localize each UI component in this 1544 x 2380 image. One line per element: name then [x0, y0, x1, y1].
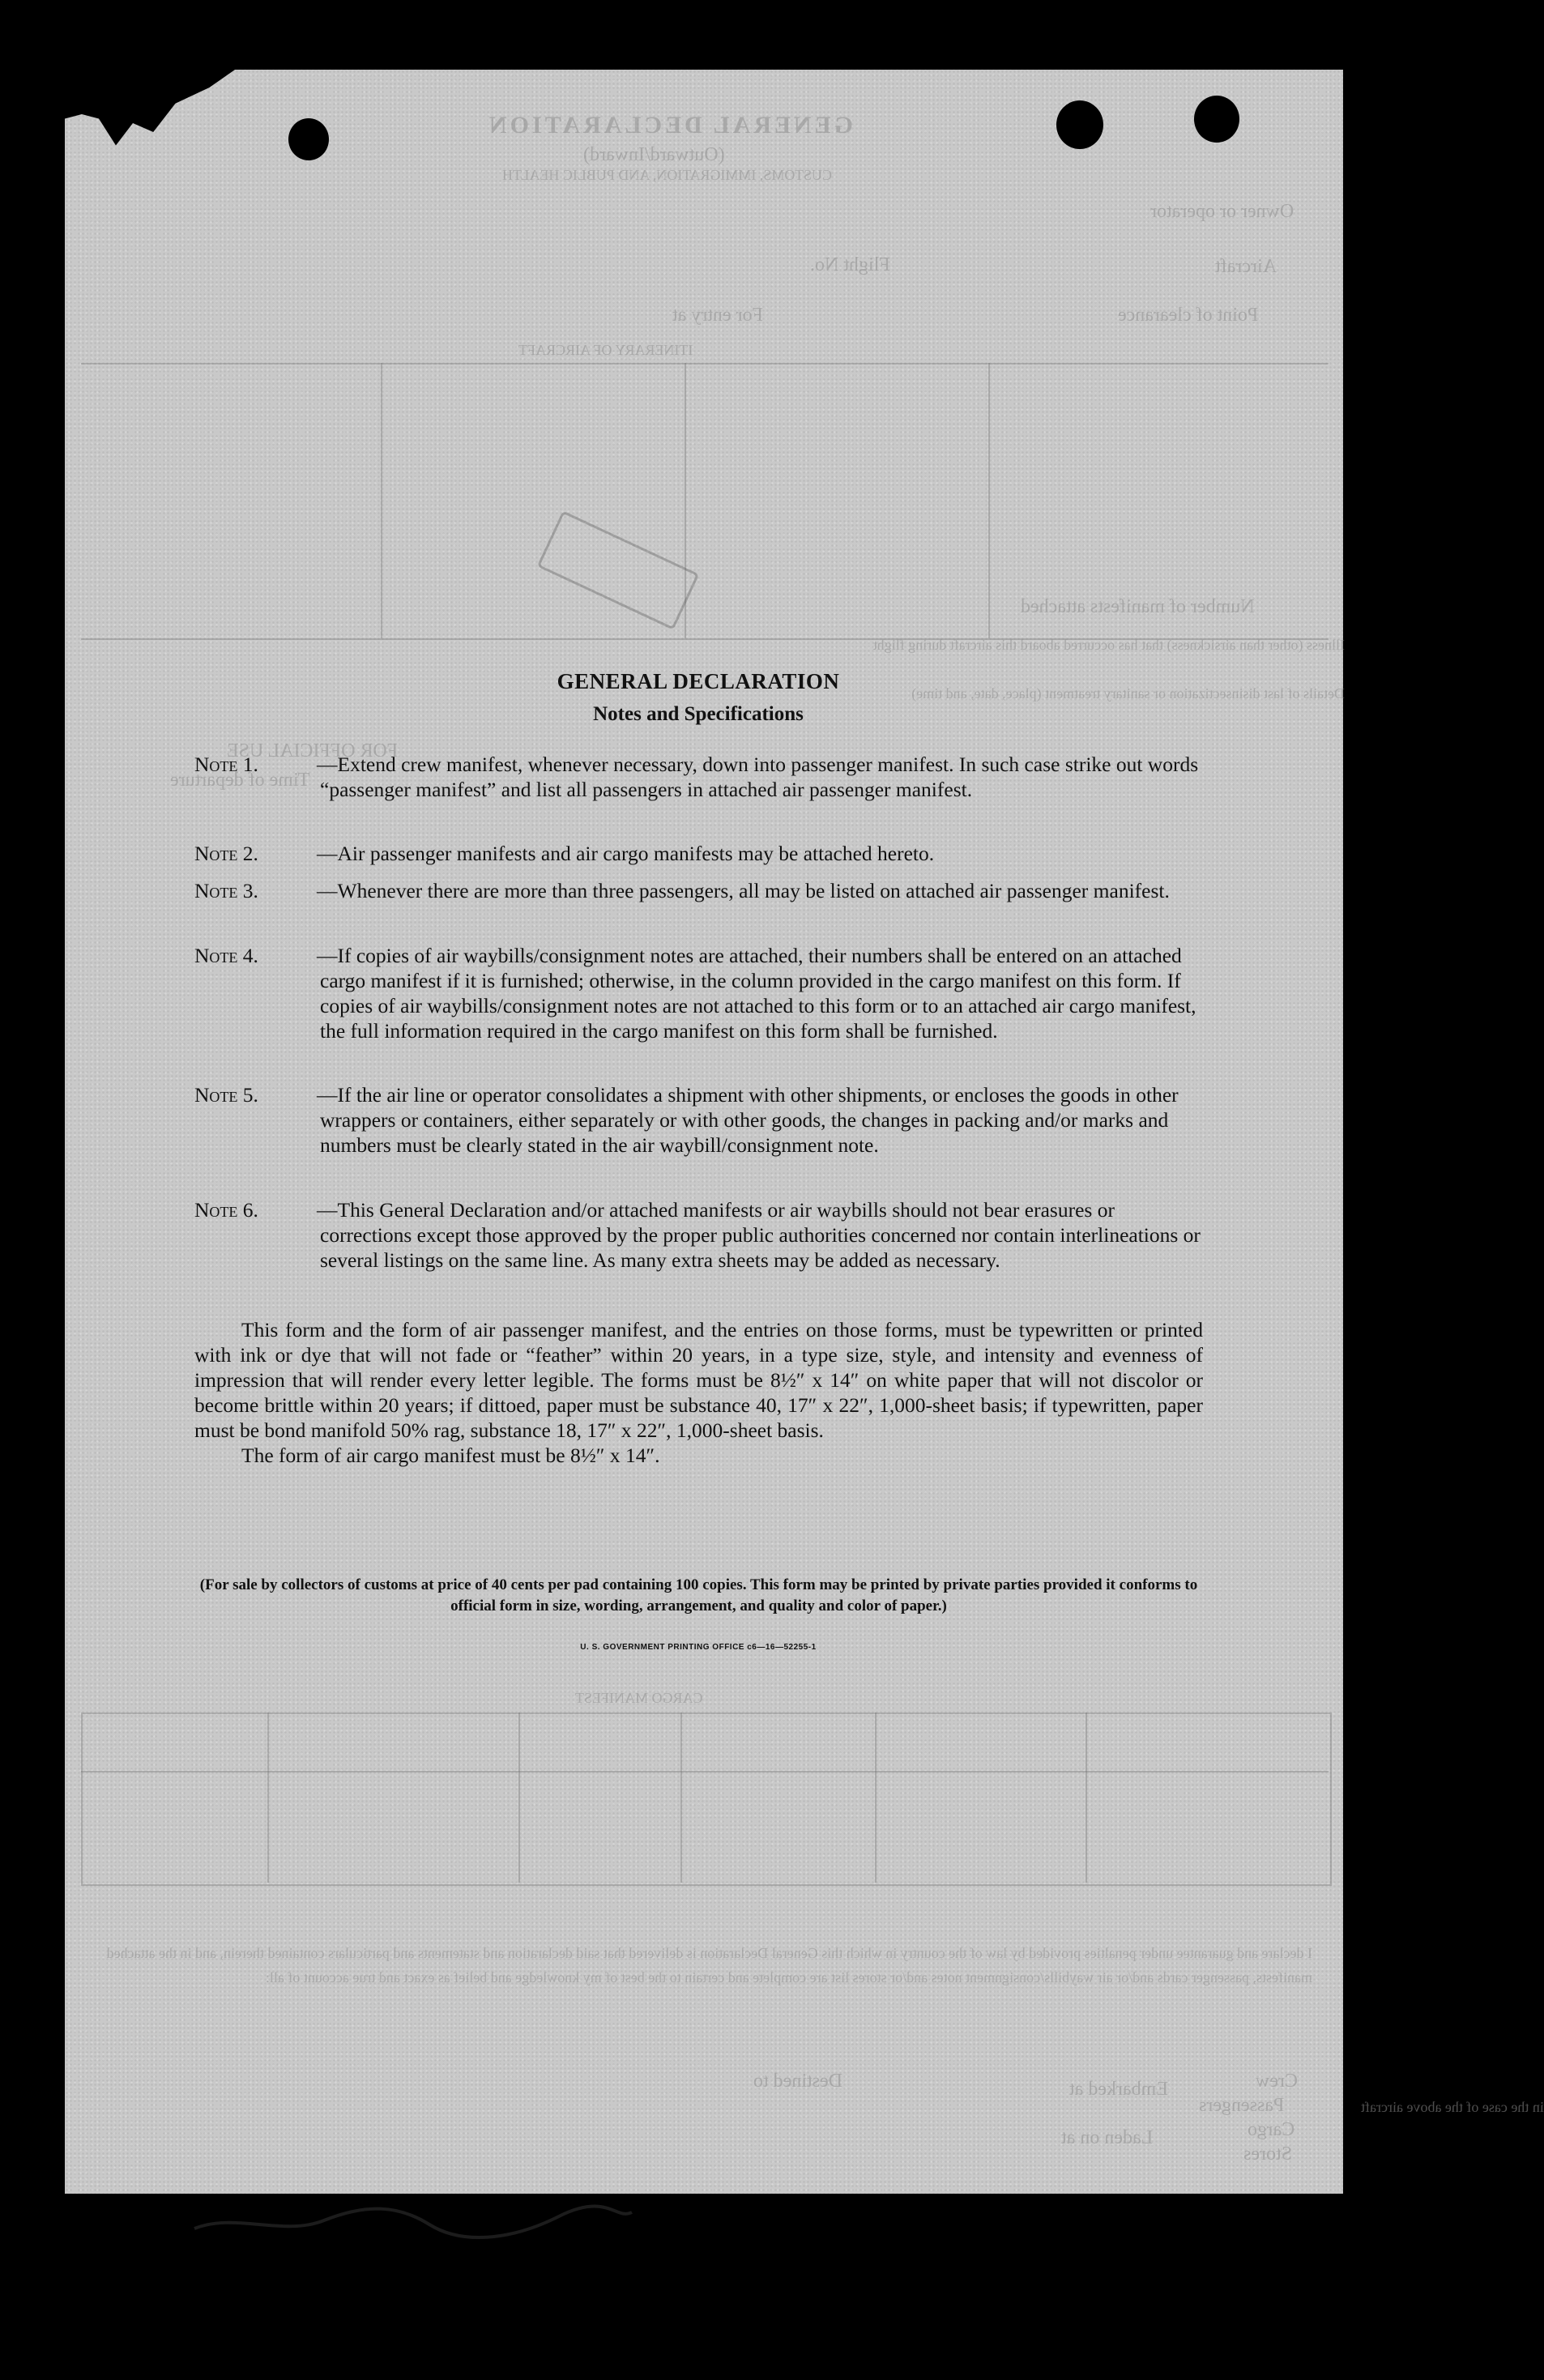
bleed-crew: Crew: [1256, 2071, 1298, 2092]
bleed-illness: Illness (other than airsickness) that has occurred aboard this aircraft during flight: [872, 637, 1345, 653]
bleed-subheader: (Outward/Inward): [583, 144, 725, 165]
bleed-declaration-text: I declare and guarantee under penalties provided by law of the country in which this General Declaration is delivered that said declaration and statements and particulars contained therein, and in the attached manifests, passenger cards and/or air waybills/consignment notes and/or stores list are complete and certain to the best of my knowledge and belief as exact and true account of all:: [106, 1945, 1312, 1985]
bleed-passengers: Passengers: [1199, 2095, 1285, 2116]
bleed-embarked-at: Embarked at: [1069, 2079, 1168, 2100]
bleed-point-of-clearance: Point of clearance: [1118, 305, 1259, 326]
note-1: [194, 752, 1203, 802]
note-text: —Air passenger manifests and air cargo manifests may be attached hereto.: [317, 842, 935, 865]
note-5: [194, 1082, 1203, 1158]
note-label: Note 1.: [194, 753, 258, 776]
bleed-destined-to: Destined to: [753, 2071, 842, 2092]
specification-paragraph: This form and the form of air passenger manifest, and the entries on those forms, must be typewritten or printed with ink or dye that will not fade or “feather” within 20 years, in a type size, style, and intensity and evenness of impression that will render every letter legible. The forms must be 8½″ x 14″ on white paper that will not discolor or become brittle within 20 years; if dittoed, paper must be substance 40, 17″ x 22″, 1,000-sheet basis; if typewritten, paper must be bond manifold 50% rag, substance 18, 17″ x 22″, 1,000-sheet basis.: [194, 1318, 1203, 1442]
note-text: —Extend crew manifest, whenever necessary, down into passenger manifest. In such case strike out words “passenger manifest” and list all passengers in attached air passenger manifest.: [317, 753, 1199, 801]
form-specifications: [194, 1317, 1203, 1468]
bleed-in-case-of: in the case of the above aircraft: [1361, 2099, 1544, 2115]
note-label: Note 6.: [194, 1198, 258, 1222]
note-3: [194, 878, 1203, 903]
note-2: [194, 841, 1203, 866]
note-text: —This General Declaration and/or attached manifests or air waybills should not bear erasures or corrections except those approved by the proper public authorities concerned nor contain interlineations or several listings on the same line. As many extra sheets may be added as necessary.: [317, 1198, 1201, 1272]
note-text: —If copies of air waybills/consignment notes are attached, their numbers shall be entered on an attached cargo manifest if it is furnished; otherwise, in the column provided in the cargo manifest on this form. If copies of air waybills/consignment notes are not attached to this form or to an attached air cargo manifest, the full information required in the cargo manifest on this form shall be furnished.: [317, 944, 1196, 1043]
bleed-flight-label: Flight No.: [810, 254, 890, 275]
specification-paragraph: The form of air cargo manifest must be 8½″ x 14″.: [241, 1444, 660, 1467]
note-label: Note 4.: [194, 944, 258, 967]
bleed-header: GENERAL DECLARATION: [486, 112, 854, 139]
bleed-cargo-manifest: CARGO MANIFEST: [575, 1690, 703, 1706]
bleed-aircraft-label: Aircraft: [1215, 256, 1277, 277]
note-label: Note 5.: [194, 1083, 258, 1107]
page-title: GENERAL DECLARATION: [557, 669, 840, 693]
bleed-for-entry: For entry at: [672, 305, 763, 326]
bleed-itinerary: ITINERARY OF AIRCRAFT: [518, 342, 693, 358]
bleed-for-official-use: FOR OFFICIAL USE: [227, 740, 399, 761]
bleed-owner-label: Owner or operator: [1150, 201, 1294, 222]
page-subtitle: Notes and Specifications: [593, 703, 804, 725]
bleed-agency-line: CUSTOMS, IMMIGRATION, AND PUBLIC HEALTH: [502, 167, 833, 183]
bleed-manifests-attached: Number of manifests attached: [1021, 596, 1255, 617]
note-text: —If the air line or operator consolidates a shipment with other shipments, or encloses the goods in other wrappers or containers, either separately or with other goods, the changes in packing and/or marks and numbers must be clearly stated in the air waybill/consignment note.: [317, 1083, 1179, 1157]
note-4: [194, 943, 1203, 1043]
note-label: Note 3.: [194, 879, 258, 902]
bleed-disinsectization: Details of last disinsectization or sanitary treatment (place, date, and time): [911, 685, 1345, 702]
bleed-cargo: Cargo: [1248, 2119, 1295, 2140]
note-6: [194, 1197, 1203, 1273]
bleed-stores: Stores: [1243, 2143, 1292, 2165]
note-text: —Whenever there are more than three passengers, all may be listed on attached air passenger manifest.: [317, 879, 1170, 902]
sale-notice: (For sale by collectors of customs at price of 40 cents per pad containing 100 copies. This form may be printed by private parties provided it conforms to official form in size, wording, arrangement, and quality and color of paper.): [199, 1576, 1198, 1614]
bleed-time-of-departure: Time of departure: [170, 770, 310, 791]
note-label: Note 2.: [194, 842, 258, 865]
printer-line: U. S. GOVERNMENT PRINTING OFFICE c6—16—52255-1: [580, 1643, 817, 1652]
bleed-laden-on-at: Laden on at: [1061, 2127, 1154, 2148]
